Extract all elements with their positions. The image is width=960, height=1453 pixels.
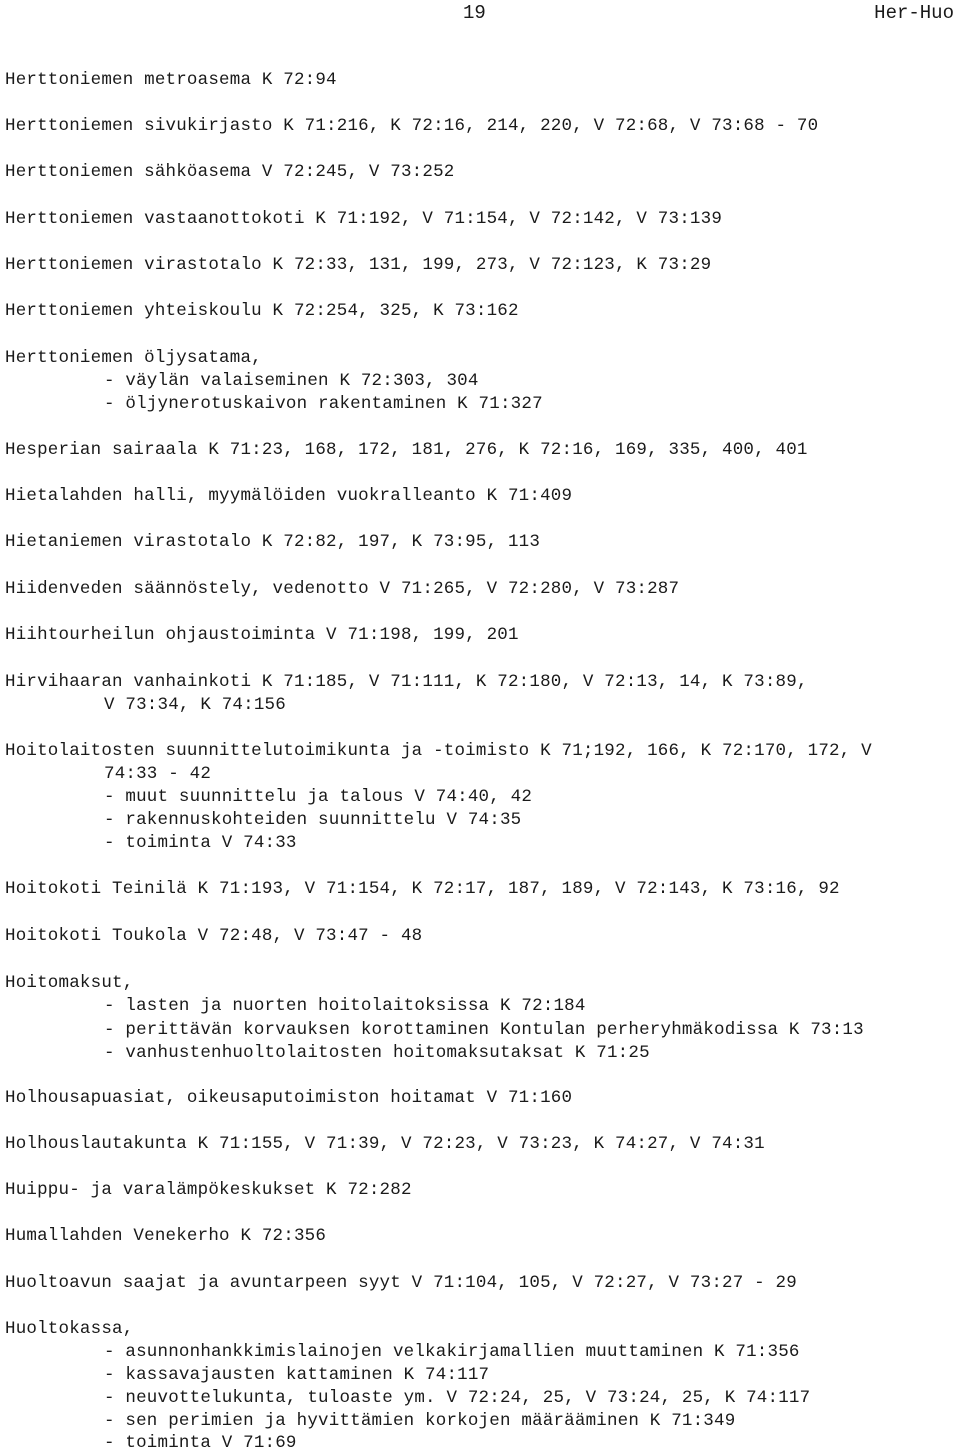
index-line: Herttoniemen sivukirjasto K 71:216, K 72:16, 214, 220, V 72:68, V 73:68 - 70 xyxy=(5,116,819,136)
index-line: Hoitokoti Teinilä K 71:193, V 71:154, K 72:17, 187, 189, V 72:143, K 73:16, 92 xyxy=(5,879,840,899)
index-subline: V 73:34, K 74:156 xyxy=(104,695,286,715)
index-subline: 74:33 - 42 xyxy=(104,764,212,784)
index-line: Hietalahden halli, myymälöiden vuokralleanto K 71:409 xyxy=(5,486,573,506)
index-line: Hirvihaaran vanhainkoti K 71:185, V 71:111, K 72:180, V 72:13, 14, K 73:89, xyxy=(5,672,808,692)
index-line: Herttoniemen metroasema K 72:94 xyxy=(5,70,337,90)
index-line: Huoltokassa, xyxy=(5,1319,134,1339)
index-line: Huippu- ja varalämpökeskukset K 72:282 xyxy=(5,1180,412,1200)
page-number: 19 xyxy=(463,2,486,24)
index-subline: - muut suunnittelu ja talous V 74:40, 42 xyxy=(104,787,533,807)
index-line: Holhouslautakunta K 71:155, V 71:39, V 72:23, V 73:23, K 74:27, V 74:31 xyxy=(5,1134,765,1154)
index-line: Hoitokoti Toukola V 72:48, V 73:47 - 48 xyxy=(5,926,423,946)
index-subline: - toiminta V 71:69 xyxy=(104,1433,297,1453)
index-subline: - kassavajausten kattaminen K 74:117 xyxy=(104,1365,490,1385)
index-line: Herttoniemen sähköasema V 72:245, V 73:252 xyxy=(5,162,455,182)
page-range-tag: Her-Huo xyxy=(874,2,954,24)
index-line: Hoitomaksut, xyxy=(5,973,134,993)
index-line: Huoltoavun saajat ja avuntarpeen syyt V 71:104, 105, V 72:27, V 73:27 - 29 xyxy=(5,1273,797,1293)
index-subline: - lasten ja nuorten hoitolaitoksissa K 72:184 xyxy=(104,996,586,1016)
index-subline: - toiminta V 74:33 xyxy=(104,833,297,853)
index-subline: - perittävän korvauksen korottaminen Kontulan perheryhmäkodissa K 73:13 xyxy=(104,1020,864,1040)
index-subline: - öljynerotuskaivon rakentaminen K 71:327 xyxy=(104,394,543,414)
index-subline: - neuvottelukunta, tuloaste ym. V 72:24, 25, V 73:24, 25, K 74:117 xyxy=(104,1388,811,1408)
index-subline: - asunnonhankkimislainojen velkakirjamallien muuttaminen K 71:356 xyxy=(104,1342,800,1362)
index-line: Herttoniemen virastotalo K 72:33, 131, 199, 273, V 72:123, K 73:29 xyxy=(5,255,712,275)
index-subline: - rakennuskohteiden suunnittelu V 74:35 xyxy=(104,810,522,830)
index-line: Hietaniemen virastotalo K 72:82, 197, K 73:95, 113 xyxy=(5,532,541,552)
index-line: Hesperian sairaala K 71:23, 168, 172, 181, 276, K 72:16, 169, 335, 400, 401 xyxy=(5,440,808,460)
index-line: Holhousapuasiat, oikeusaputoimiston hoitamat V 71:160 xyxy=(5,1088,573,1108)
index-line: Herttoniemen vastaanottokoti K 71:192, V 71:154, V 72:142, V 73:139 xyxy=(5,209,723,229)
index-subline: - väylän valaiseminen K 72:303, 304 xyxy=(104,371,479,391)
index-line: Humallahden Venekerho K 72:356 xyxy=(5,1226,327,1246)
index-line: Herttoniemen yhteiskoulu K 72:254, 325, K 73:162 xyxy=(5,301,519,321)
index-line: Hiidenveden säännöstely, vedenotto V 71:265, V 72:280, V 73:287 xyxy=(5,579,680,599)
index-line: Herttoniemen öljysatama, xyxy=(5,348,262,368)
index-line: Hoitolaitosten suunnittelutoimikunta ja -toimisto K 71;192, 166, K 72:170, 172, V xyxy=(5,741,872,761)
index-subline: - vanhustenhuoltolaitosten hoitomaksutaksat K 71:25 xyxy=(104,1043,650,1063)
index-subline: - sen perimien ja hyvittämien korkojen määrääminen K 71:349 xyxy=(104,1411,736,1431)
index-line: Hiihtourheilun ohjaustoiminta V 71:198, 199, 201 xyxy=(5,625,519,645)
